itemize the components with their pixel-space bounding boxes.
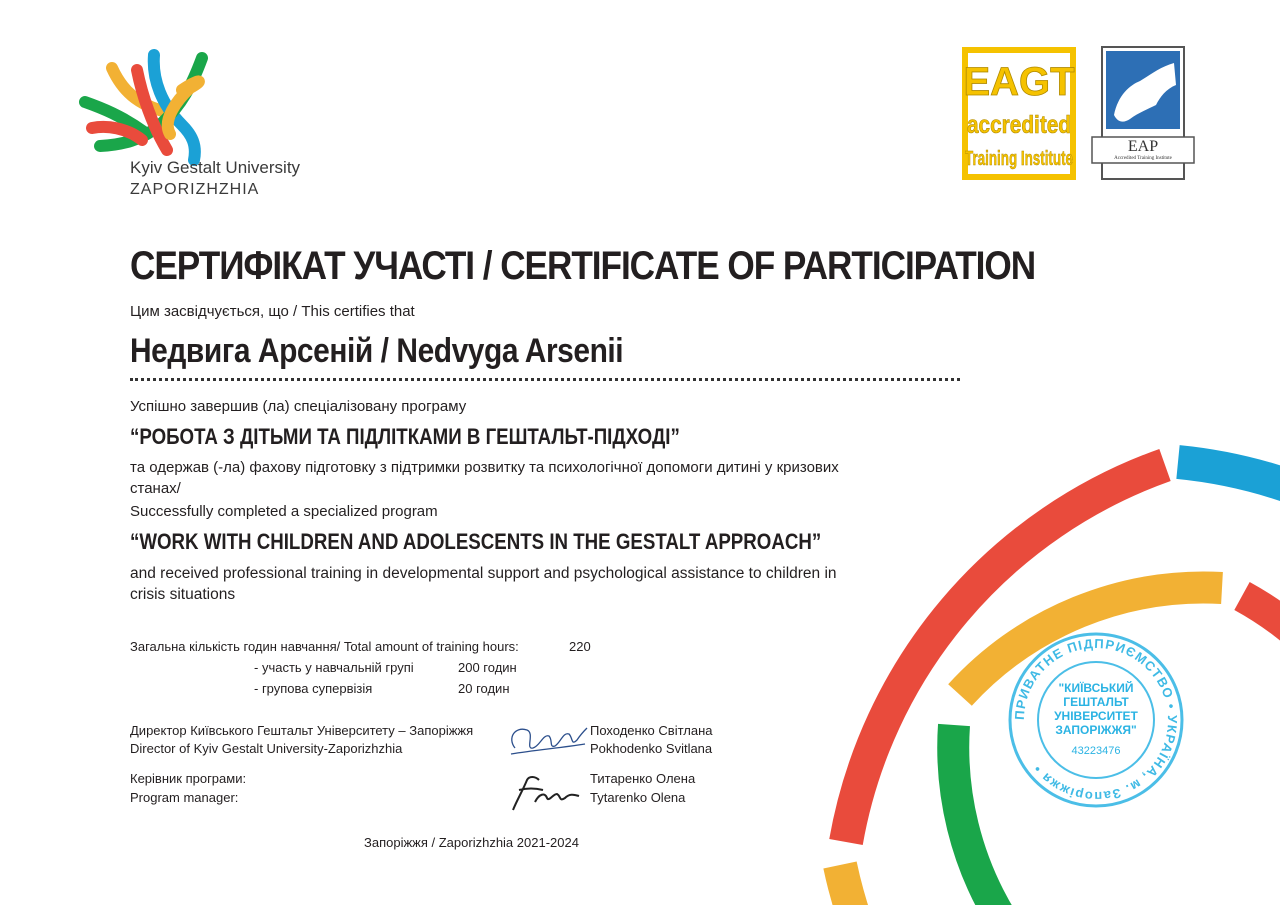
middle-red-arc: [1242, 596, 1280, 628]
university-name: Kyiv Gestalt University: [130, 158, 301, 177]
footer-location-years: Запоріжжя / Zaporizhzhia 2021-2024: [364, 835, 579, 850]
director-role-en: Director of Kyiv Gestalt University-Zaporizhzhia: [130, 741, 403, 756]
official-stamp: [1006, 630, 1186, 810]
manager-role-en: Program manager:: [130, 790, 239, 805]
manager-name-ua: Титаренко Олена: [590, 771, 696, 786]
eap-abbr: EAP: [1127, 138, 1159, 155]
manager-name-en: Tytarenko Olena: [590, 790, 686, 805]
certifies-text: Цим засвідчується, що / This certifies that: [130, 303, 415, 320]
received-text-en: and received professional training in developmental support and psychological assistance to children in crisis situations: [130, 565, 837, 603]
eagt-wordmark: EAGT: [963, 60, 1075, 104]
name-underline: [130, 378, 960, 381]
group-hours-value: 200 годин: [458, 660, 517, 675]
outer-blue-arc: [1178, 462, 1280, 490]
eagt-accredited-text: accredited: [967, 111, 1071, 139]
hours-total: 220: [569, 639, 591, 654]
received-text-ua: та одержав (-ла) фахову підготовку з підтримки розвитку та психологічної допомоги дитині у кризових станах/: [130, 459, 839, 497]
stamp-line-1: "КИЇВСЬКИЙ: [1058, 681, 1134, 695]
completed-text-ua: Успішно завершив (ла) спеціалізовану програму: [130, 398, 467, 415]
director-signature: [505, 718, 590, 763]
completed-text-en: Successfully completed a specialized program: [130, 503, 438, 520]
hours-label: Загальна кількість годин навчання/ Total amount of training hours:: [130, 639, 519, 654]
program-title-en: “WORK WITH CHILDREN AND ADOLESCENTS IN THE GESTALT APPROACH”: [130, 529, 822, 554]
eap-accreditation-logo: [1090, 45, 1196, 181]
eap-subtitle: Accredited Training Institute: [1114, 156, 1172, 161]
group-hours-label: - участь у навчальній групі: [254, 660, 414, 675]
middle-green-arc: [953, 725, 1002, 905]
supervision-hours-label: - групова супервізія: [254, 681, 373, 696]
director-role-ua: Директор Київського Гештальт Університету – Запоріжжя: [130, 723, 474, 738]
manager-role-ua: Керівник програми:: [130, 771, 247, 786]
certificate-title: СЕРТИФІКАТ УЧАСТІ / CERTIFICATE OF PARTICIPATION: [130, 244, 1036, 288]
director-name-en: Pokhodenko Svitlana: [590, 741, 713, 756]
eagt-accreditation-logo: [962, 47, 1076, 180]
stamp-code: 43223476: [1071, 745, 1121, 757]
recipient-name: Недвига Арсеній / Nedvyga Arsenii: [130, 332, 624, 370]
eagt-institute-text: Training Institute: [965, 148, 1073, 170]
stamp-line-4: ЗАПОРІЖЖЯ": [1055, 723, 1137, 737]
university-city: ZAPORIZHZHIA: [130, 181, 260, 198]
stamp-line-2: ГЕШТАЛЬТ: [1063, 695, 1129, 709]
outer-orange-arc: [840, 865, 855, 905]
supervision-hours-value: 20 годин: [458, 681, 510, 696]
stamp-outer-text: ПРИВАТНЕ ПІДПРИЄМСТВО • УКРАЇНА, м. Запоріжжя •: [1011, 635, 1181, 805]
program-title-ua: “РОБОТА З ДІТЬМИ ТА ПІДЛІТКАМИ В ГЕШТАЛЬТ-ПІДХОДІ”: [130, 424, 680, 449]
manager-signature: [505, 772, 583, 814]
director-name-ua: Походенко Світлана: [590, 723, 713, 738]
stamp-line-3: УНІВЕРСИТЕТ: [1054, 709, 1138, 723]
